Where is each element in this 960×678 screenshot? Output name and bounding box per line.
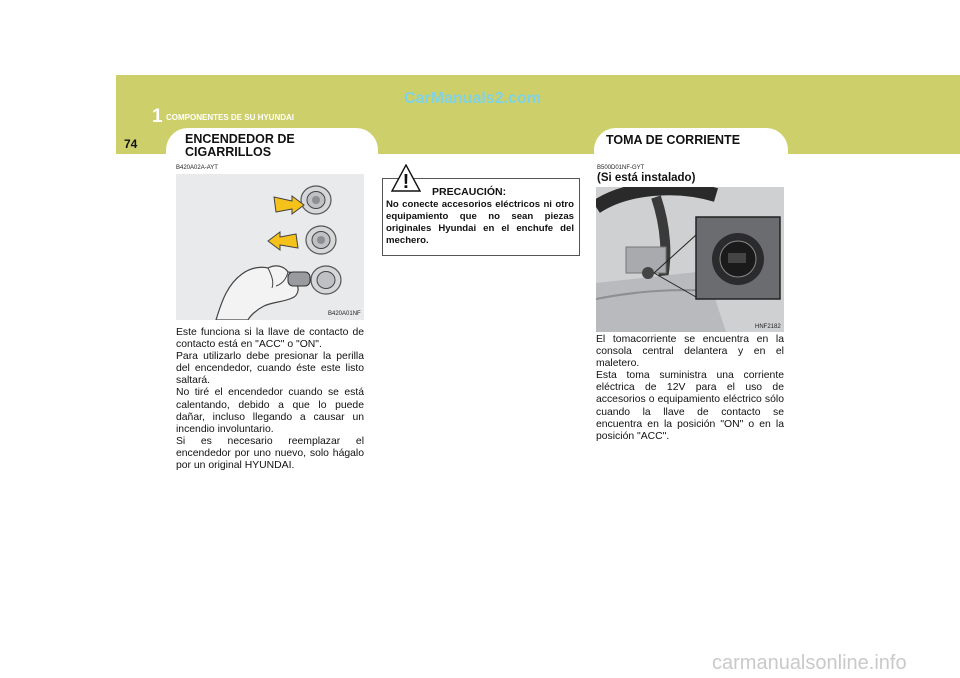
section-title-cigarette-lighter (185, 133, 295, 159)
warning-heading: PRECAUCIÓN: (432, 186, 507, 198)
paragraph: Si es necesario reemplazar el encendedor por uno nuevo, solo hágalo por un original HYUNDAI. (176, 435, 364, 472)
warning-glyph: ! (402, 171, 410, 192)
paragraph: Para utilizarlo debe presionar la perilla del encendedor, cuando éste este listo saltará. (176, 351, 364, 387)
chapter-number: 1 (152, 106, 163, 127)
paragraph: No tiré el encendedor cuando se está calentando, debido a que lo puede dañar, incluso llegando a causar un incendio involuntario. (176, 387, 364, 435)
watermark-top[interactable]: CarManuals2.com (404, 90, 541, 107)
body-text-left (176, 327, 364, 472)
section-title-power-outlet: TOMA DE CORRIENTE (606, 133, 741, 147)
watermark-bottom[interactable]: carmanualsonline.info (712, 652, 907, 674)
paragraph: Esta toma suministra una corriente eléctrica de 12V para el uso de accesorios o equipamiento eléctrico sólo cuando la llave de contacto se encuentra en la posición "ON" o en la posición "ACC". (596, 370, 784, 442)
body-text-right (596, 334, 784, 443)
page-number: 74 (124, 137, 138, 151)
cigarette-lighter-figure (176, 174, 364, 320)
power-outlet-figure (596, 187, 784, 332)
warning-text: No conecte accesorios eléctricos ni otro equipamiento que no sean piezas originales Hyundai en el enchufe del mechero. (386, 199, 574, 246)
chapter-title: COMPONENTES DE SU HYUNDAI (166, 113, 295, 122)
figure-label-left: B420A01NF (328, 311, 361, 317)
paragraph: Este funciona si la llave de contacto de contacto está en "ACC" o "ON". (176, 327, 364, 351)
section-code-left: B420A02A-AYT (176, 165, 218, 171)
power-outlet-illustration (596, 187, 784, 332)
figure-label-right: HNF2182 (755, 324, 781, 330)
section-subtitle-right: (Si está instalado) (597, 172, 696, 184)
section-title-line1: ENCENDEDOR DE (185, 132, 295, 146)
section-code-right: B500D01NF-GYT (597, 165, 645, 171)
paragraph: El tomacorriente se encuentra en la consola central delantera y en el maletero. (596, 334, 784, 370)
warning-triangle-icon (391, 164, 421, 192)
section-title-line2: CIGARRILLOS (185, 145, 272, 159)
cigarette-lighter-illustration (176, 174, 364, 320)
